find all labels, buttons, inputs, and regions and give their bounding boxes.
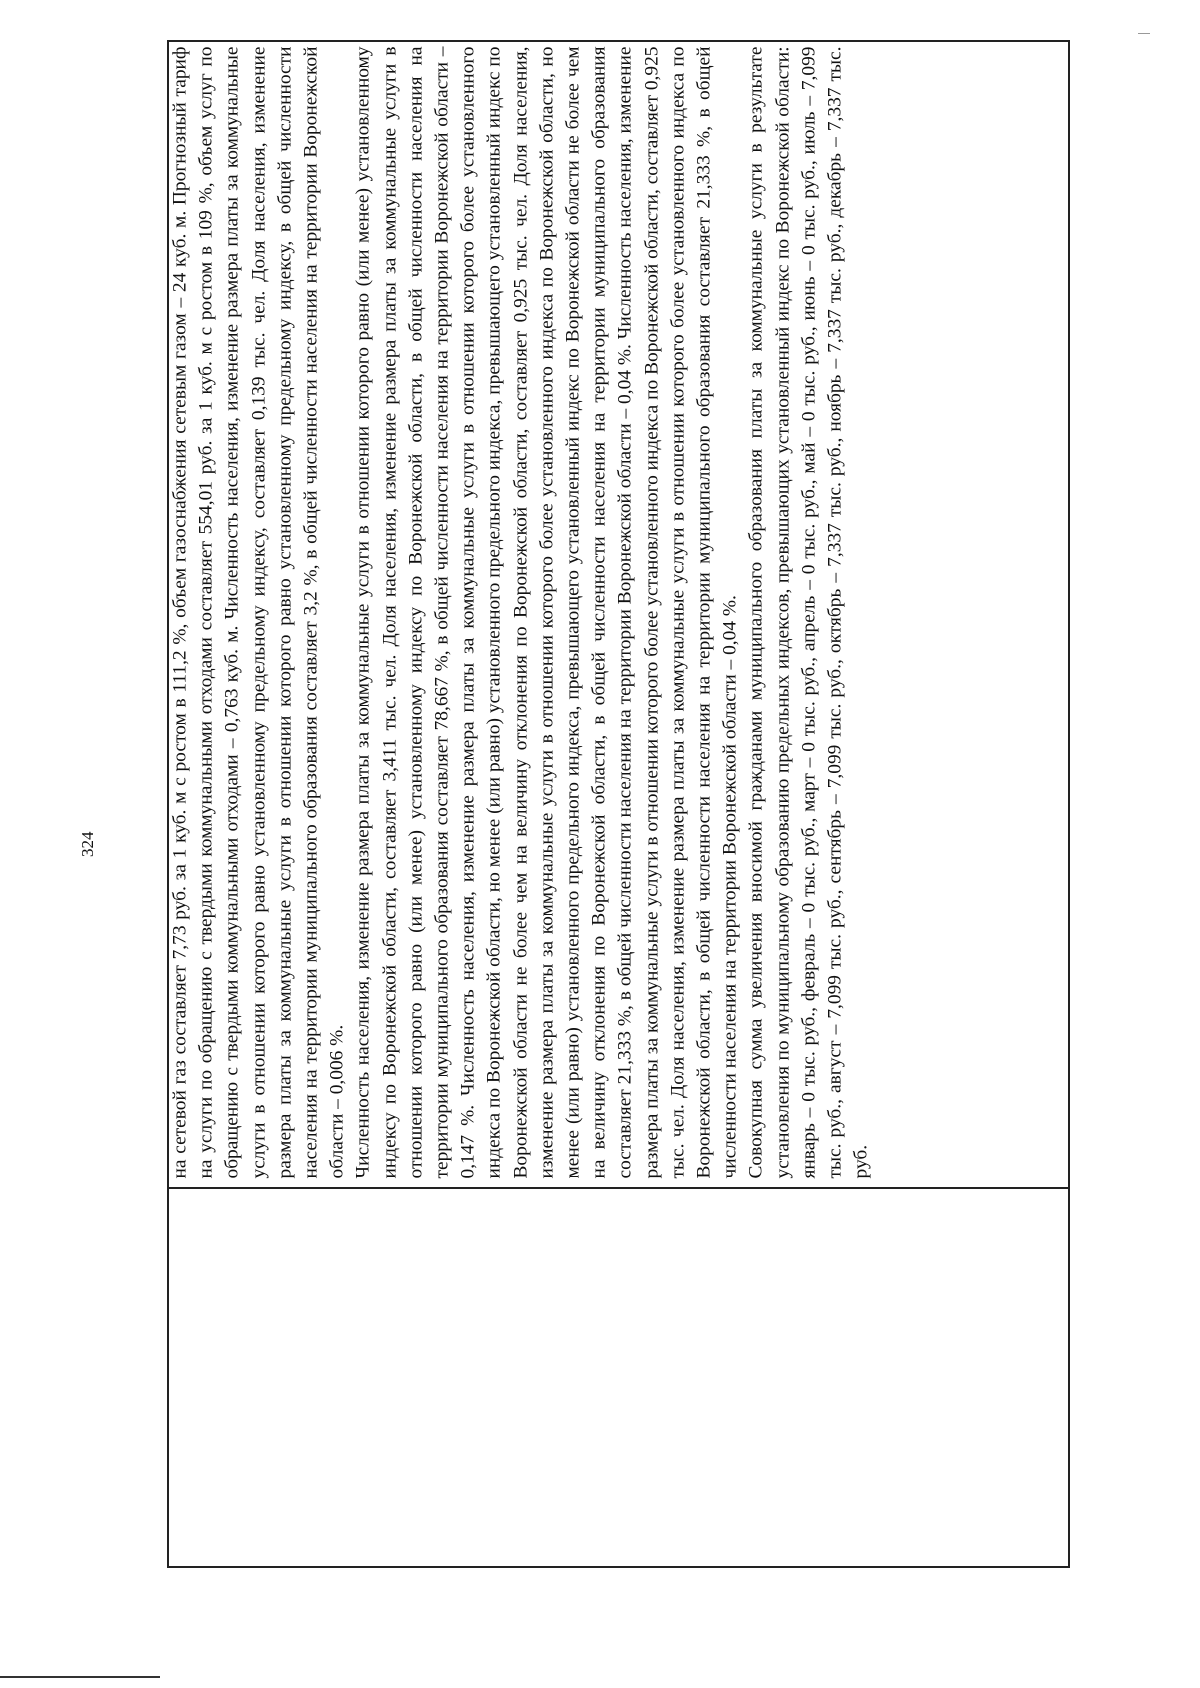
paragraph-monthly-sums: Совокупная сумма увеличения вносимой гражданами муниципального образования платы за коммунальные услуги в результате установления по муниципальному образованию предельных индексов, превышающих установленный индекс по Воронежской области: январь – 0 тыс. руб., февраль – 0 тыс. руб., март – 0 тыс. руб., апрель – 0 тыс. руб., май – 0 тыс. руб., июнь – 0 тыс. руб., июль – 7,099 тыс. руб., август – 7,099 тыс. руб., сентябрь – 7,099 тыс. руб., октябрь – 7,337 тыс. руб., ноябрь – 7,337 тыс. руб., декабрь – 7,337 тыс. руб. [745, 46, 872, 1179]
paragraph-population-shares: Численность населения, изменение размера платы за коммунальные услуги в отношении которого равно (или менее) установленному индексу по Воронежской области, составляет 3,411 тыс. чел. Доля населения, изменение размера платы за коммунальные услуги в отношении которого равно (или менее) установленному индексу по Воронежской области, в общей численности населения на территории муниципального образования составляет 78,667 %, в общей численности населения на территории Воронежской области – 0,147 %. Численность населения, изменение размера платы за коммунальные услуги в отношении которого более установленного индекса по Воронежской области, но менее (или равно) установленного предельного индекса, превышающего установленный индекс по Воронежской области не более чем на величину отклонения по Воронежской области, составляет 0,925 тыс. чел. Доля населения, изменение размера платы за коммунальные услуги в отношении которого более установленного индекса по Воронежской области, но менее (или равно) установленного предельного индекса, превышающего установленный индекс по Воронежской области не более чем на величину отклонения по Воронежской области, в общей численности населения на территории муниципального образования составляет 21,333 %, в общей численности населения на территории Воронежской области – 0,04 %. Численность населения, изменение размера платы за коммунальные услуги в отношении которого более установленного индекса по Воронежской области, составляет 0,925 тыс. чел. Доля населения, изменение размера платы за коммунальные услуги в отношении которого более установленного индекса по Воронежской области, в общей численности населения на территории муниципального образования составляет 21,333 %, в общей численности населения на территории Воронежской области – 0,04 %. [352, 46, 741, 1179]
table-content-cell [168, 41, 1069, 1185]
scan-artifact-dot [1138, 33, 1150, 34]
scan-edge-line [0, 1676, 160, 1678]
paragraph-tariffs: на сетевой газ составляет 7,73 руб. за 1 куб. м с ростом в 111,2 %, объем газоснабжения сетевым газом – 24 куб. м. Прогнозный тариф на услуги по обращению с твердыми коммунальными отходами составляет 554,01 руб. за 1 куб. м с ростом в 109 %, объем услуг по обращению с твердыми коммунальными отходами – 0,763 куб. м. Численность населения, изменение размера платы за коммунальные услуги в отношении которого равно установленному предельному индексу, составляет 0,139 тыс. чел. Доля населения, изменение размера платы за коммунальные услуги в отношении которого равно установленному предельному индексу, в общей численности населения на территории муниципального образования составляет 3,2 %, в общей численности населения на территории Воронежской области – 0,006 %. [169, 46, 348, 1179]
cell-paragraphs [168, 47, 875, 1179]
page-number: 324 [78, 831, 97, 857]
table-label-cell-empty [169, 1189, 1068, 1566]
